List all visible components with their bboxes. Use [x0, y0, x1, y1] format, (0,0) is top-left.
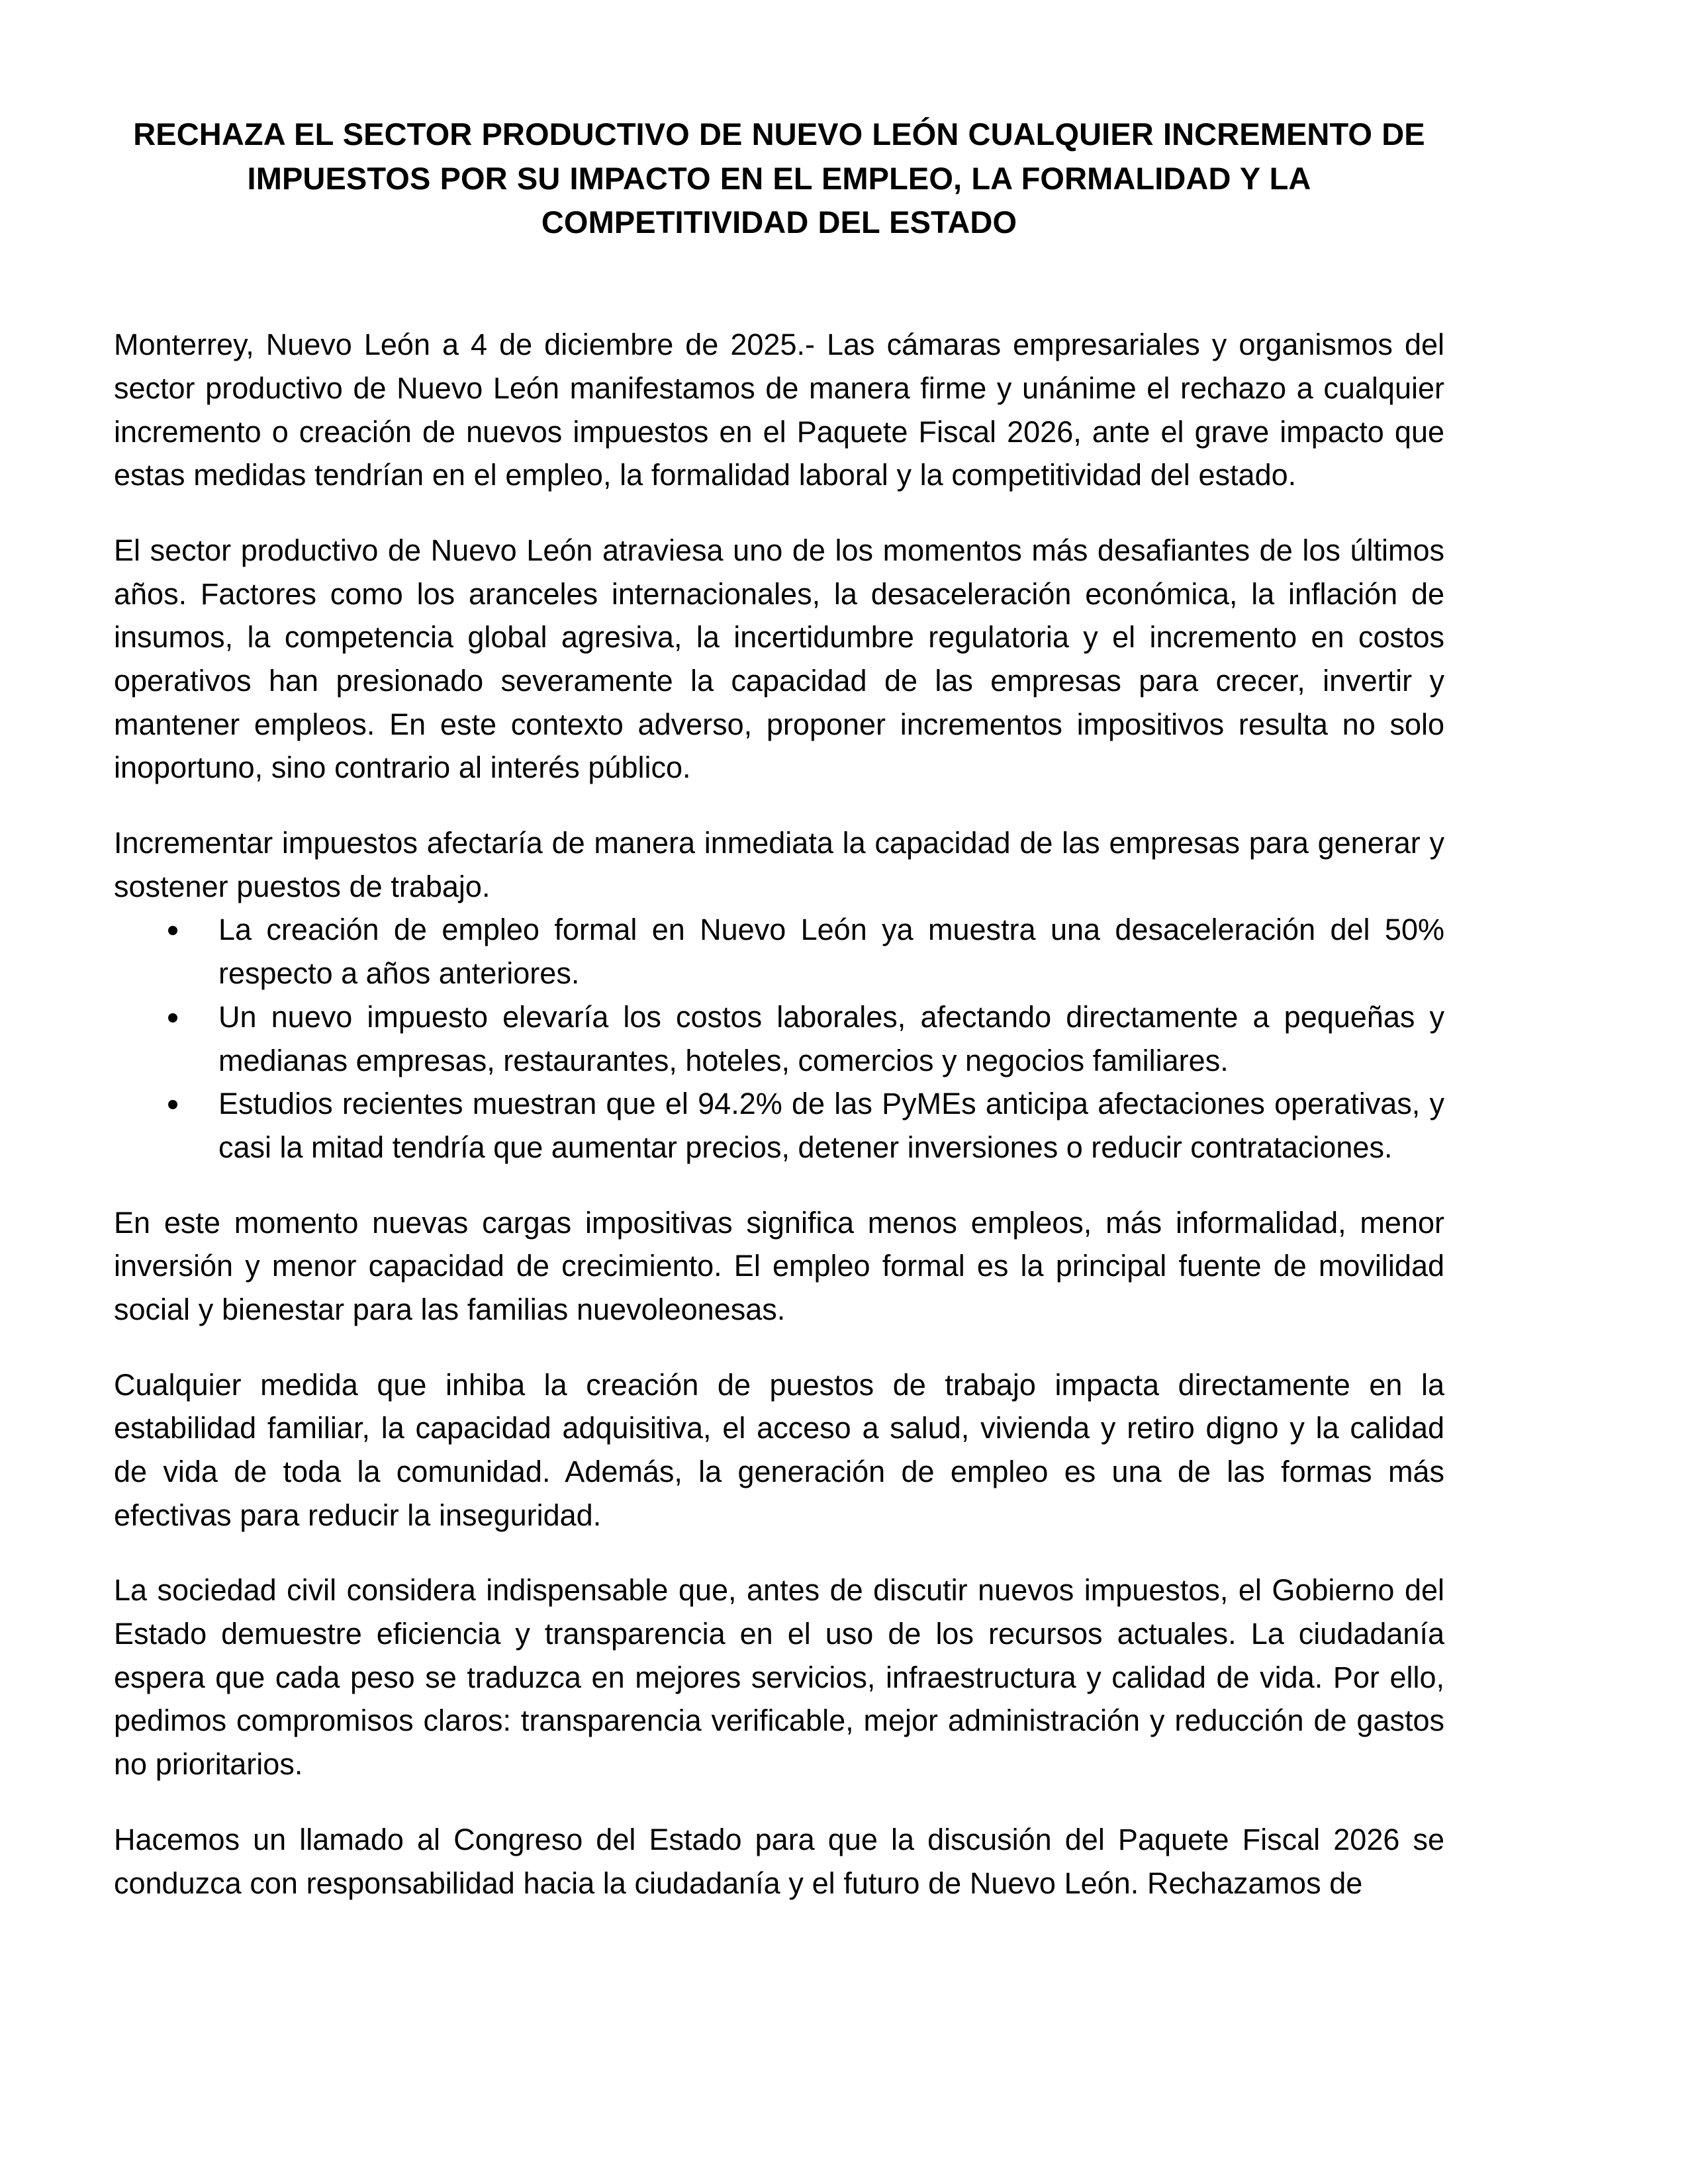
bullet-icon [168, 908, 183, 952]
page-title: RECHAZA EL SECTOR PRODUCTIVO DE NUEVO LEÓN CUALQUIER INCREMENTO DE IMPUESTOS POR SU IMPACTO EN EL EMPLEO, LA FORMALIDAD Y LA COMPETITIVIDAD DEL ESTADO [133, 116, 1425, 240]
list-item-label: Un nuevo impuesto elevaría los costos laborales, afectando directamente a pequeñas y medianas empresas, restaurantes, hoteles, comercios y negocios familiares. [218, 999, 1444, 1077]
list-item [114, 995, 1444, 1082]
bullet-icon [168, 995, 183, 1039]
paragraph-call-to-congress: Hacemos un llamado al Congreso del Estado para que la discusión del Paquete Fiscal 2026 se conduzca con responsabilidad hacia la ciudadanía y el futuro de Nuevo León. Rechazamos de [114, 1822, 1444, 1900]
paragraph-impact-lead: Incrementar impuestos afectaría de manera inmediata la capacidad de las empresas para generar y sostener puestos de trabajo. [114, 826, 1444, 903]
bullet-icon [168, 1082, 183, 1126]
document-content [114, 0, 1444, 1936]
document-body [114, 323, 1444, 1905]
paragraph-transparency: La sociedad civil considera indispensable que, antes de discutir nuevos impuestos, el Gobierno del Estado demuestre eficiencia y transparencia en el uso de los recursos actuales. La ciudadanía espera que cada peso se traduzca en mejores servicios, infraestructura y calidad de vida. Por ello, pedimos compromisos claros: transparencia verificable, mejor administración y reducción de gastos no prioritarios. [114, 1573, 1444, 1782]
paragraph-context: El sector productivo de Nuevo León atraviesa uno de los momentos más desafiantes de los últimos años. Factores como los aranceles internacionales, la desaceleración económica, la inflación de insumos, la competencia global agresiva, la incertidumbre regulatoria y el incremento en costos operativos han presionado severamente la capacidad de las empresas para crecer, invertir y mantener empleos. En este contexto adverso, proponer incrementos impositivos resulta no solo inoportuno, sino contrario al interés público. [114, 533, 1444, 785]
list-item-label: Estudios recientes muestran que el 94.2% de las PyMEs anticipa afectaciones operativas, y casi la mitad tendría que aumentar precios, detener inversiones o reducir contrataciones. [218, 1087, 1444, 1164]
paragraph-intro: Monterrey, Nuevo León a 4 de diciembre de 2025.- Las cámaras empresariales y organismos del sector productivo de Nuevo León manifestamos de manera firme y unánime el rechazo a cualquier incremento o creación de nuevos impuestos en el Paquete Fiscal 2026, ante el grave impacto que estas medidas tendrían en el empleo, la formalidad laboral y la competitividad del estado. [114, 328, 1444, 492]
paragraph-consequences: En este momento nuevas cargas impositivas significa menos empleos, más informalidad, menor inversión y menor capacidad de crecimiento. El empleo formal es la principal fuente de movilidad social y bienestar para las familias nuevoleonesas. [114, 1205, 1444, 1326]
list-item [114, 908, 1444, 995]
impact-bullet-list [114, 908, 1444, 1169]
list-item [114, 1082, 1444, 1169]
list-item-label: La creación de empleo formal en Nuevo León ya muestra una desaceleración del 50% respecto a años anteriores. [218, 913, 1444, 991]
paragraph-social-impact: Cualquier medida que inhiba la creación de puestos de trabajo impacta directamente en la estabilidad familiar, la capacidad adquisitiva, el acceso a salud, vivienda y retiro digno y la calidad de vida de toda la comunidad. Además, la generación de empleo es una de las formas más efectivas para reducir la inseguridad. [114, 1367, 1444, 1532]
